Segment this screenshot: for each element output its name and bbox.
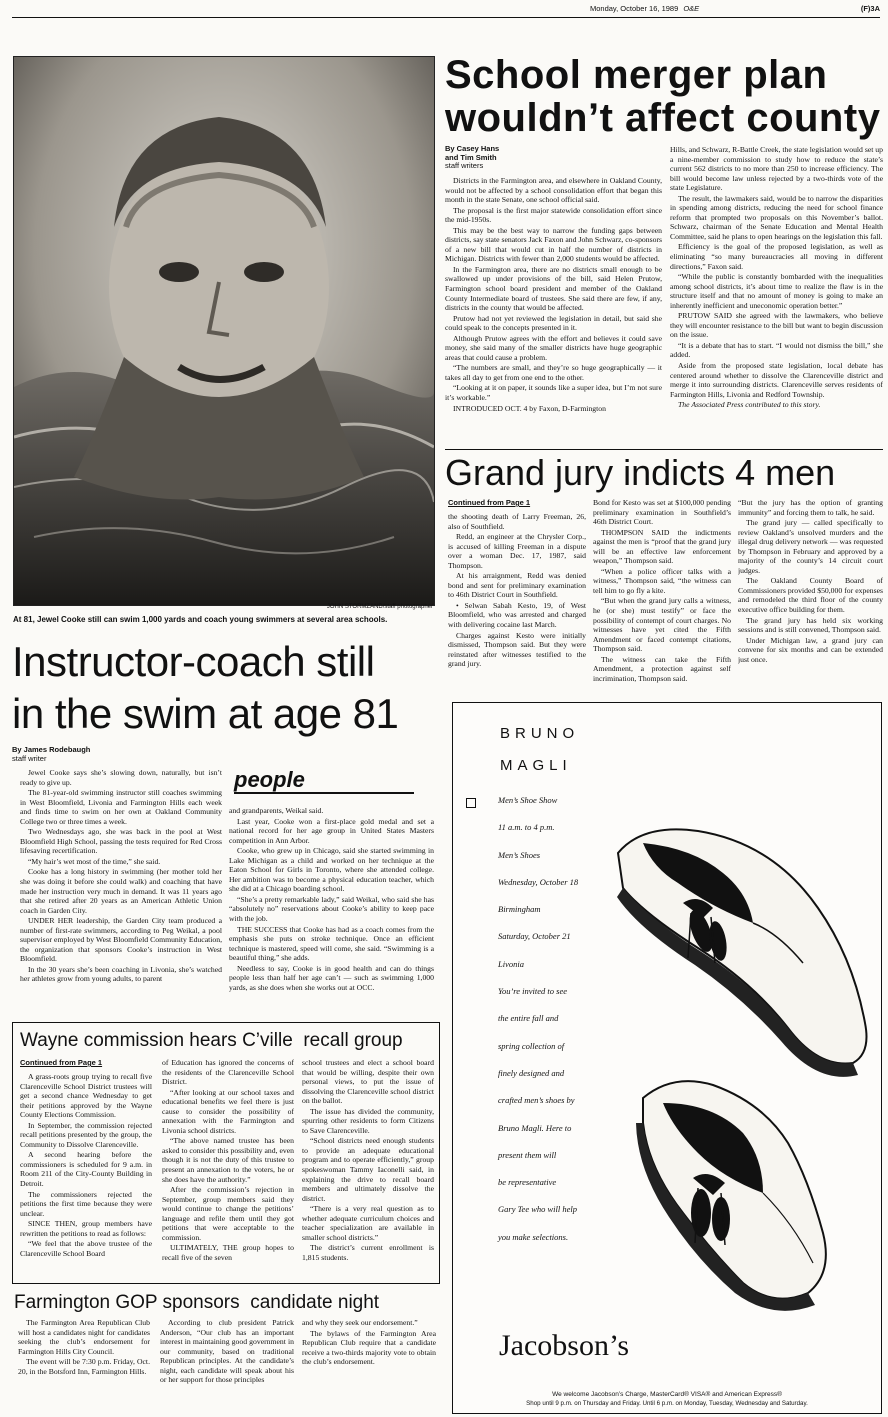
- jury-col2-p: Bond for Kesto was set at $100,000 pending preliminary examination in Southfield’s 46th District Court.: [593, 498, 731, 527]
- photo-caption: At 81, Jewel Cooke still can swim 1,000 yards and coach young swimmers at several area schools.: [13, 615, 388, 624]
- instructor-col1-p: “My hair’s wet most of the time,” she said.: [28, 856, 161, 866]
- ad-details: [498, 787, 618, 1251]
- people-label: people: [234, 768, 414, 794]
- merger-col2-p: “While the public is constantly bombarded with the inequalities among school districts, it’s about time to realize the flaw is in the structure itself and that no amount of money is going to make an inherently inefficient and uneconomic operation better.”: [670, 272, 883, 310]
- merger-headline-line2: wouldn’t affect county: [445, 96, 881, 140]
- jury-col1-p: the shooting death of Larry Freeman, 26, also of Southfield.: [448, 512, 586, 531]
- instructor-col2-p: Last year, Cooke won a first-place gold medal and set a national record for her age group in United States Masters competition in Ann Arbor.: [229, 816, 434, 845]
- wayne-col2-p: of Education has ignored the concerns of the residents of the Clarenceville School District.: [162, 1058, 294, 1087]
- merger-col2-p: The Associated Press contributed to this story.: [678, 400, 821, 410]
- gop-col3-p: and why they seek our endorsement.”: [302, 1318, 418, 1327]
- instructor-col2-p: “She’s a pretty remarkable lady,” said Weikal, who said she has “absolutely no” reservations about Cooke’s ability to keep pace with the job.: [229, 894, 434, 924]
- wayne-col2-p: ULTIMATELY, THE group hopes to recall five of the seven: [162, 1243, 294, 1262]
- ad-item: Men’s Shoe Show: [498, 795, 558, 805]
- instructor-headline: [12, 636, 442, 740]
- instructor-col2-p: THE SUCCESS that Cooke has had as a coach comes from the emphasis she puts on stroke technique. Once an efficient technique is mastered, speed will come, she said. “Swimming is a beautiful thing,” she adds.: [229, 924, 434, 963]
- merger-col1-p: In the Farmington area, there are no districts small enough to be swallowed up under provisions of the bill, said Helen Prutow, Farmington school board president and member of the Oakland County Intermediate board of trustees. She said there are few, if any, districts in the county that would be affected.: [445, 264, 662, 313]
- instructor-headline-line2: in the swim at age 81: [12, 690, 399, 737]
- instructor-col1-p: Jewel Cooke says she’s slowing down, naturally, but isn’t ready to give up.: [20, 768, 222, 787]
- jury-col-1: [448, 512, 586, 697]
- merger-headline-line1: School merger plan: [445, 53, 828, 97]
- merger-col1-p: “Looking at it on paper, it sounds like a super idea, but I’m not sure it’s workable.”: [445, 383, 662, 403]
- ad-store-name: Jacobson’s: [499, 1329, 629, 1362]
- instructor-col2-p: and grandparents, Weikal said.: [229, 806, 324, 815]
- ad-item: Birmingham: [498, 904, 541, 915]
- jury-col1-p: Charges against Kesto were initially dismissed, Thompson said. But they were reinstated after witnesses testified to the grand jury.: [448, 630, 586, 669]
- jury-col-3: [738, 498, 883, 697]
- merger-col2-p: “It is a debate that has to start. “I would not dismiss the bill,” she added.: [670, 340, 883, 360]
- merger-col1-p: This may be the best way to narrow the funding gaps between districts, say state senators Jack Faxon and John Schwarz, co-sponsors of a new bill that would cut in half the number of districts in Michigan. Districts with fewer than 2,000 students would be affected.: [445, 225, 662, 264]
- merger-col2-p: The result, the lawmakers said, would be to narrow the disparities in spending among districts, reducing the need for school finance reform that prompted two proposals on this November’s ballot. Schwarz, chairman of the Senate Education and Mental Health Committee, said he plans to open hearings on the legislation this fall.: [670, 193, 883, 241]
- wayne-col1-p: “We feel that the above trustee of the Clarenceville School Board: [20, 1239, 152, 1258]
- loafer-illustration: [603, 813, 878, 1323]
- ad-item: present them will: [498, 1149, 557, 1160]
- jury-col1-p: At his arraignment, Redd was denied bond and sent for preliminary examination to 46th District Court in Southfield.: [448, 571, 586, 600]
- masthead-paper: O&E: [683, 4, 700, 13]
- merger-byline: [445, 145, 645, 171]
- instructor-col1-p: In the 30 years she’s been coaching in Livonia, she’s watched her athletes grow from young adults, to parent: [20, 964, 222, 984]
- instructor-byline: [12, 746, 162, 763]
- wayne-headline: Wayne commission hears C’ville recall group: [20, 1030, 403, 1051]
- wayne-col1-p: SINCE THEN, group members have rewritten the petitions to read as follows:: [20, 1219, 152, 1238]
- ad-item: spring collection of: [498, 1040, 565, 1051]
- merger-col1-p: Districts in the Farmington area, and elsewhere in Oakland County, would not be affected by a school consolidation effort that began this month in the state Senate, one school official said.: [445, 176, 662, 205]
- wayne-col-2: [162, 1058, 294, 1280]
- merger-col2-p: Efficiency is the goal of the proposed legislation, as well as eliminating “so many bureaucracies all moving in different directions,” Faxon said.: [670, 242, 883, 271]
- wayne-col3-p: The issue has divided the community, spurring other residents to form Citizens to Save Clarenceville.: [302, 1106, 434, 1135]
- bruno-magli-ad: [452, 702, 882, 1414]
- wayne-col1-p: The commissioners rejected the petitions the first time because they were unclear.: [20, 1189, 152, 1218]
- merger-col-1: [445, 176, 662, 448]
- gop-col3-p: The bylaws of the Farmington Area Republican Club require that a candidate receive a two-thirds majority vote to obtain the club’s endorsement.: [302, 1328, 436, 1367]
- ad-item: 11 a.m. to 4 p.m.: [498, 822, 555, 833]
- masthead-date: Monday, October 16, 1989: [590, 4, 679, 13]
- gop-col1-p: The Farmington Area Republican Club will host a candidates night for candidates seeking the club’s endorsement for Farmington Hills City Council.: [18, 1318, 150, 1356]
- wayne-col1-p: A second hearing before the commissioners is scheduled for 9 a.m. in Room 211 of the City-County Building in Detroit.: [20, 1150, 152, 1189]
- merger-col1-p: INTRODUCED OCT. 4 by Faxon, D-Farmington: [453, 403, 606, 413]
- wayne-col2-p: After the commission’s rejection in September, group members said they would continue to change the petitions’ language and refile them until they got petitions that were acceptable to the commission.: [162, 1185, 294, 1242]
- photo-credit: JOHN STORMZAND/staff photographer: [326, 604, 433, 610]
- merger-col-2: [670, 145, 883, 448]
- ad-item: You’re invited to see: [498, 986, 568, 997]
- jury-col1-p: • Selwan Sabah Kesto, 19, of West Bloomfield, who was arrested and charged with delivering cocaine last March.: [448, 600, 586, 630]
- gop-col-2: [160, 1318, 294, 1413]
- wayne-col1-p: In September, the commission rejected recall petitions presented by the group, the Community to Dissolve Clarenceville.: [20, 1120, 152, 1149]
- ad-item: you make selections.: [498, 1231, 569, 1242]
- merger-col2-p: Aside from the proposed state legislation, local debate has centered around whether to dissolve the Clarenceville district and merge it into surrounding districts. Clarenceville serves residents of Farmington Hills, Livonia and Redford Township.: [670, 361, 883, 399]
- ad-bullet-icon: [466, 798, 476, 808]
- wayne-col-1: [20, 1072, 152, 1280]
- instructor-col1-p: The 81-year-old swimming instructor still coaches swimming in West Bloomfield, Livonia and Farmington Hills each week and finds time to swim on her own at Oakland Community College two or three times a week.: [20, 788, 222, 826]
- jury-col3-p: The grand jury has held six working sessions and is still convened, Thompson said.: [738, 615, 883, 635]
- wayne-col2-p: “The above named trustee has been asked to consider this possibility and, even though it is not the duty of this trustee to present an annexation to the voters, he or she does have the authority.”: [162, 1136, 294, 1184]
- instructor-col-2: [229, 806, 434, 1017]
- gop-col1-p: The event will be 7:30 p.m. Friday, Oct. 20, in the Botsford Inn, Farmington Hills.: [18, 1357, 150, 1376]
- wayne-col3-p: The district’s current enrollment is 1,815 students.: [302, 1243, 434, 1262]
- ad-item: Gary Tee who will help: [498, 1204, 578, 1215]
- wayne-col1-p: A grass-roots group trying to recall five Clarenceville School District trustees will get a second chance Wednesday to get their petitions approved by the Wayne County Elections Commission.: [20, 1072, 152, 1120]
- instructor-byline-2: staff writer: [12, 753, 47, 763]
- instructor-col-1: [20, 768, 222, 1016]
- wayne-col2-p: “After looking at our school taxes and educational benefits we feel there is just cause to consider the possibility of annexation with the Farmington and Livonia school districts.: [162, 1087, 294, 1135]
- instructor-col2-p: Cooke, who grew up in Chicago, said she started swimming in Lake Michigan as a child and worked on her technique at the Eaton School for Girls in Toronto, where she attended college. Her ambition was to become a physical education teacher, which she did at a Chicago boarding school.: [229, 846, 434, 894]
- jury-continued: Continued from Page 1: [448, 498, 531, 507]
- jury-col-2: [593, 498, 731, 697]
- wayne-continued: Continued from Page 1: [20, 1058, 103, 1067]
- jury-col3-p: The grand jury — called specifically to review Oakland’s unsolved murders and the illegal drug delivery network — was requested by Thompson in February and approved by a majority of the county’s 14 circuit court judges.: [738, 518, 883, 575]
- jury-col2-p: THOMPSON SAID the indictments against the men is “proof that the grand jury will be an effective law enforcement weapon,” Thompson said.: [593, 527, 731, 566]
- ad-item: Wednesday, October 18: [498, 876, 579, 887]
- instructor-col1-p: Cooke has a long history in swimming (her mother told her she was doing it before she could walk) and coaching that have made her instruction very much in demand. It was 11 years ago that she retired after 20 years as an American Athletic Union coach in Garden City.: [20, 867, 222, 915]
- instructor-col1-p: UNDER HER leadership, the Garden City team produced a number of first-rate swimmers, according to Peg Weikal, a pool supervisor employed by West Bloomfield Community Education, the organization that sponsors Cooke’s instruction in West Bloomfield.: [20, 916, 222, 964]
- gop-headline: Farmington GOP sponsors candidate night: [14, 1292, 380, 1313]
- masthead-rule: [12, 17, 880, 18]
- ad-item: crafted men’s shoes by: [498, 1095, 575, 1106]
- swimmer-image: [14, 57, 434, 605]
- masthead: [590, 4, 880, 16]
- merger-col2-p: Hills, and Schwarz, R-Battle Creek, the state legislation would set up a nine-member commission to study how to reduce the state’s current 562 districts to no more than 250 to increase efficiency. The bill would become law unless rejected by a two-thirds vote of the state Legislature.: [670, 145, 883, 193]
- ad-item: Saturday, October 21: [498, 931, 571, 942]
- merger-byline-1: By Casey Hans: [445, 144, 500, 153]
- jury-col3-p: The Oakland County Board of Commissioners provided $50,000 for expenses and remodeled the third floor of the county executive office building for them.: [738, 576, 883, 615]
- merger-col2-p: PRUTOW SAID she agreed with the lawmakers, who believe they will encounter resistance to the bill but want to begin discussion on the issue.: [670, 311, 883, 340]
- instructor-byline-1: By James Rodebaugh: [12, 745, 91, 754]
- gop-col-1: [18, 1318, 150, 1413]
- masthead-page: (F)3A: [860, 4, 880, 13]
- jury-headline: Grand jury indicts 4 men: [445, 452, 836, 493]
- jury-col2-p: The witness can take the Fifth Amendment, a protection against self incrimination, Thompson said.: [593, 654, 731, 683]
- merger-col1-p: Although Prutow agrees with the effort and believes it could save money, she said many of the smaller districts have huge geographic areas that could cause a problem.: [445, 333, 662, 362]
- swimmer-photo: [13, 56, 435, 606]
- instructor-col2-p: Needless to say, Cooke is in good health and can do things people less than half her age can’t — such as swimming 1,000 yards, as she does when she works out at OCC.: [229, 963, 434, 992]
- wayne-col-3: [302, 1058, 434, 1280]
- merger-byline-3: staff writers: [445, 161, 484, 171]
- merger-bottom-rule: [445, 449, 883, 450]
- ad-item: Bruno Magli. Here to: [498, 1122, 572, 1133]
- ad-brand-line1: BRUNO: [500, 725, 580, 742]
- gop-col2-p: According to club president Patrick Anderson, “Our club has an important interest in maintaining good government in our community, based on traditional Republican principles. At the candidate’s night, each candidate will speak about his or her support for those principles: [160, 1318, 294, 1385]
- wayne-col3-p: school trustees and elect a school board that would be willing, despite their own personal views, to put the issue of dissolving the Clarenceville school district on the ballot.: [302, 1058, 434, 1106]
- ad-item: finely designed and: [498, 1067, 565, 1078]
- merger-headline: [445, 54, 885, 140]
- jury-col2-p: “But when the grand jury calls a witness, he (or she) must testify” or face the possibility of contempt of court charges. No witnesses have yet cited the Fifth Amendment or faced contempt citations, Thompson said.: [593, 596, 731, 654]
- merger-col1-p: Prutow had not yet reviewed the legislation in detail, but said she could speak to the concepts presented in it.: [445, 313, 662, 333]
- instructor-headline-line1: Instructor-coach still: [12, 638, 375, 685]
- ad-item: the entire fall and: [498, 1013, 559, 1024]
- ad-footer-line1: We welcome Jacobson’s Charge, MasterCard® VISA® and American Express®: [552, 1391, 782, 1398]
- wayne-col3-p: “School districts need enough students to provide an adequate educational program and to operate efficiently,” group spokeswoman Tammy Iaconelli said, in explaining the drive to recall board members and ultimately dissolve the district.: [302, 1136, 434, 1203]
- ad-footer-line2: Shop until 9 p.m. on Thursday and Friday. Until 6 p.m. on Monday, Tuesday, Wednesday and Saturday.: [526, 1400, 808, 1407]
- jury-col3-p: “But the jury has the option of granting immunity” and forcing them to talk, he said.: [738, 498, 883, 517]
- ad-item: Livonia: [498, 958, 524, 969]
- merger-col1-p: “The numbers are small, and they’re so huge geographically — it takes all day to get from one end to the other.: [445, 363, 662, 382]
- gop-col-3: [302, 1318, 436, 1413]
- merger-col1-p: The proposal is the first major statewide consolidation effort since the mid-1950s.: [445, 205, 662, 225]
- jury-col1-p: Redd, an engineer at the Chrysler Corp., is accused of killing Freeman in a dispute over a woman Dec. 17, 1987, said Thompson.: [448, 532, 586, 570]
- instructor-col1-p: Two Wednesdays ago, she was back in the pool at West Bloomfield High School, passing the tests required for Red Cross lifesaving recertification.: [20, 827, 222, 856]
- ad-item: Men’s Shoes: [498, 849, 541, 860]
- ad-brand-line2: MAGLI: [500, 757, 572, 774]
- merger-byline-2: and Tim Smith: [445, 152, 497, 162]
- wayne-col3-p: “There is a very real question as to whether adequate curriculum choices and teacher specialization are available in smaller school districts.”: [302, 1204, 434, 1242]
- jury-col3-p: Under Michigan law, a grand jury can convene for six months and can be extended just once.: [738, 635, 883, 664]
- ad-item: be representative: [498, 1177, 557, 1188]
- jury-col2-p: “When a police officer talks with a witness,” Thompson said, “the witness can tell him to go fly a kite.: [593, 566, 731, 595]
